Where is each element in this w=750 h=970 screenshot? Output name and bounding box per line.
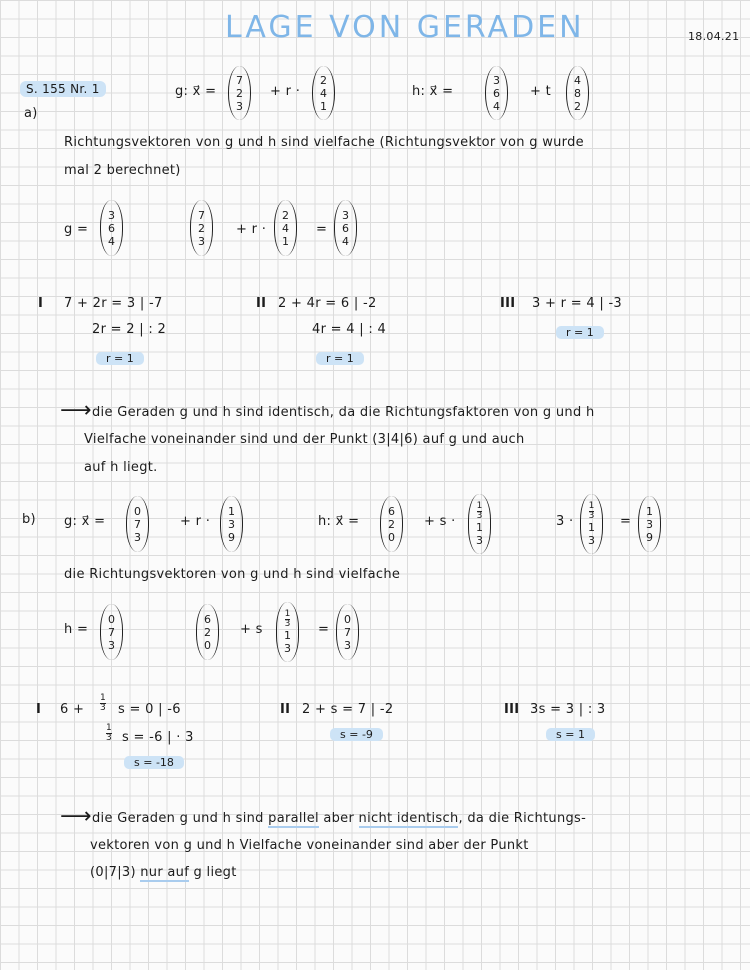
a-eq-III-roman: III (500, 296, 516, 311)
b-plus-s: + s · (424, 514, 456, 529)
b-vector-4: 0 7 3 (336, 604, 359, 660)
b-vector-2: 6 2 0 (196, 604, 219, 660)
b-equals: = (318, 622, 330, 637)
b-plus-r: + r · (180, 514, 211, 529)
h-direction-vector: 4 8 2 (566, 66, 589, 120)
b-eq-I-line2: s = -6 | · 3 (122, 730, 194, 745)
a-eq-III-result: r = 1 (556, 326, 604, 339)
a-vector-3: 2 4 1 (274, 200, 297, 256)
a-vector-4: 3 6 4 (334, 200, 357, 256)
g-direction-vector: 2 4 1 (312, 66, 335, 120)
arrow-icon-2: ⟶ (60, 804, 92, 829)
b-eq-I-fraction: $\frac{1}{3}$ (100, 693, 107, 713)
b-h-direction-vector: $\frac{1}{3}$ 1 3 (468, 494, 491, 554)
b-text-line1: die Richtungsvektoren von g und h sind vielfache (64, 567, 401, 582)
a-conclusion-line3: auf h liegt. (84, 460, 158, 475)
b-eq-III-line1: 3s = 3 | : 3 (530, 702, 606, 717)
b-multiplier: 3 · (556, 514, 574, 529)
a-eq-II-line1: 2 + 4r = 6 | -2 (278, 296, 377, 311)
a-conclusion-line1: die Geraden g und h sind identisch, da die Richtungsfaktoren von g und h (92, 405, 595, 420)
b-eq-I-roman: I (36, 702, 42, 717)
b-eq-II-result: s = -9 (330, 728, 383, 741)
part-a-label: a) (24, 106, 38, 121)
b-vector-3: $\frac{1}{3}$ 1 3 (276, 602, 299, 662)
b-eq-I-result: s = -18 (124, 756, 184, 769)
b-conclusion-line1: die Geraden g und h sind parallel aber nicht identisch, da die Richtungs- (92, 811, 587, 826)
b-mult-equals: = (620, 514, 632, 529)
b-eq-I-line1a: 6 + (60, 702, 85, 717)
b-eq-II-line1: 2 + s = 7 | -2 (302, 702, 394, 717)
b-g-direction-vector: 1 3 9 (220, 496, 243, 552)
b-mult-vector: $\frac{1}{3}$ 1 3 (580, 494, 603, 554)
g-point-vector: 7 2 3 (228, 66, 251, 120)
plus-t: + t (530, 84, 552, 99)
a-eq-I-line2: 2r = 2 | : 2 (92, 322, 167, 337)
b-conclusion-line2: vektoren von g und h Vielfache voneinander sind aber der Punkt (90, 838, 529, 853)
a-plus: + r · (236, 222, 267, 237)
h-point-vector: 3 6 4 (485, 66, 508, 120)
b-plus: + s (240, 622, 263, 637)
a-text-line2: mal 2 berechnet) (64, 163, 181, 178)
page-title: LAGE VON GERADEN (225, 10, 585, 45)
b-conclusion-line3: (0|7|3) nur auf g liegt (90, 865, 237, 880)
a-vector-1: 3 6 4 (100, 200, 123, 256)
arrow-icon: ⟶ (60, 398, 92, 423)
b-h-eq: h = (64, 622, 89, 637)
date: 18.04.21 (688, 30, 740, 43)
a-equals: = (316, 222, 328, 237)
h-definition: h: x⃗ = (412, 84, 454, 99)
b-eq-I-fraction2: $\frac{1}{3}$ (106, 723, 113, 743)
a-eq-II-roman: II (256, 296, 267, 311)
b-eq-III-result: s = 1 (546, 728, 595, 741)
b-eq-I-line1b: s = 0 | -6 (118, 702, 181, 717)
a-eq-II-line2: 4r = 4 | : 4 (312, 322, 387, 337)
b-eq-III-roman: III (504, 702, 520, 717)
g-definition: g: x⃗ = (175, 84, 217, 99)
a-eq-II-result: r = 1 (316, 352, 364, 365)
part-b-label: b) (22, 512, 36, 527)
b-g-point-vector: 0 7 3 (126, 496, 149, 552)
a-eq-III-line1: 3 + r = 4 | -3 (532, 296, 623, 311)
b-g-definition: g: x⃗ = (64, 514, 106, 529)
b-eq-II-roman: II (280, 702, 291, 717)
b-vector-1: 0 7 3 (100, 604, 123, 660)
exercise-label: S. 155 Nr. 1 (20, 81, 106, 97)
a-g-eq: g = (64, 222, 89, 237)
plus-r: + r · (270, 84, 301, 99)
b-h-point-vector: 6 2 0 (380, 496, 403, 552)
b-h-definition: h: x⃗ = (318, 514, 360, 529)
a-eq-I-roman: I (38, 296, 44, 311)
a-eq-I-result: r = 1 (96, 352, 144, 365)
a-conclusion-line2: Vielfache voneinander sind und der Punkt (3|4|6) auf g und auch (84, 432, 525, 447)
a-vector-2: 7 2 3 (190, 200, 213, 256)
a-text-line1: Richtungsvektoren von g und h sind vielfache (Richtungsvektor von g wurde (64, 135, 584, 150)
a-eq-I-line1: 7 + 2r = 3 | -7 (64, 296, 163, 311)
b-mult-result-vector: 1 3 9 (638, 496, 661, 552)
